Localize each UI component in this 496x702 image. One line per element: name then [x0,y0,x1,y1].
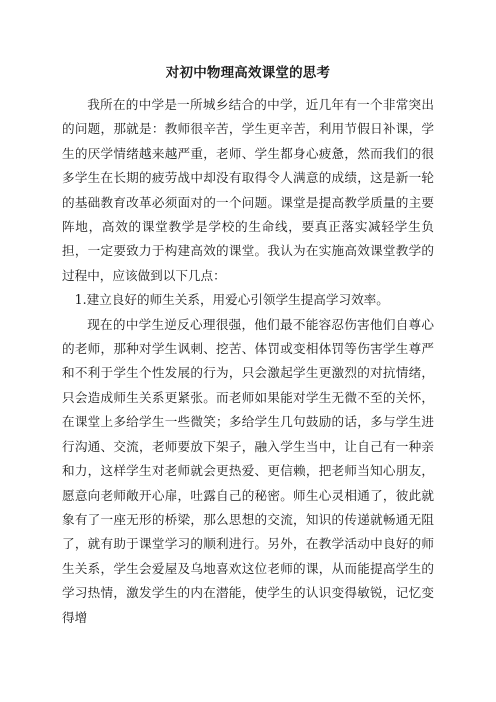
paragraph-intro: 我所在的中学是一所城乡结合的中学，近几年有一个非常突出的问题，那就是：教师很辛苦，学生更辛苦，利用节假日补课，学生的厌学情绪越来越严重，老师、学生都身心疲惫，然而我们的很多学生在长期的疲劳战中却没有取得令人满意的成绩，这是新一轮的基础教育改革必须面对的一个问题。课堂是提高教学质量的主要阵地，高效的课堂教学是学校的生命线，要真正落实减轻学生负担，一定要致力于构建高效的课堂。我认为在实施高效课堂教学的过程中，应该做到以下几点： [62,97,434,283]
paragraph-point-1: 1.建立良好的师生关系，用爱心引领学生提高学习效率。 [74,292,389,308]
document-title: 对初中物理高效课堂的思考 [165,65,331,81]
paragraph-body: 现在的中学生逆反心理很强，他们最不能容忍伤害他们自尊心的老师，那种对学生讽刺、挖苦、体罚或变相体罚等伤害学生尊严和不利于学生个性发展的行为，只会激起学生更激烈的对抗情绪，只会造成师生关系更紧张。而老师如果能对学生无微不至的关怀，在课堂上多给学生一些微笑；多给学生几句鼓励的话，多与学生进行沟通、交流，老师要放下架子，融入学生当中，让自己有一种亲和力，这样学生对老师就会更热爱、更信赖，把老师当知心朋友，愿意向老师敞开心扉，吐露自己的秘密。师生心灵相通了，彼此就象有了一座无形的桥梁，那么思想的交流，知识的传递就畅通无阻了，就有助于课堂学习的顺利进行。另外，在教学活动中良好的师生关系，学生会爱屋及乌地喜欢这位老师的课，从而能提高学生的学习热情，激发学生的内在潜能，使学生的认识变得敏锐，记忆变得增 [62,316,434,625]
